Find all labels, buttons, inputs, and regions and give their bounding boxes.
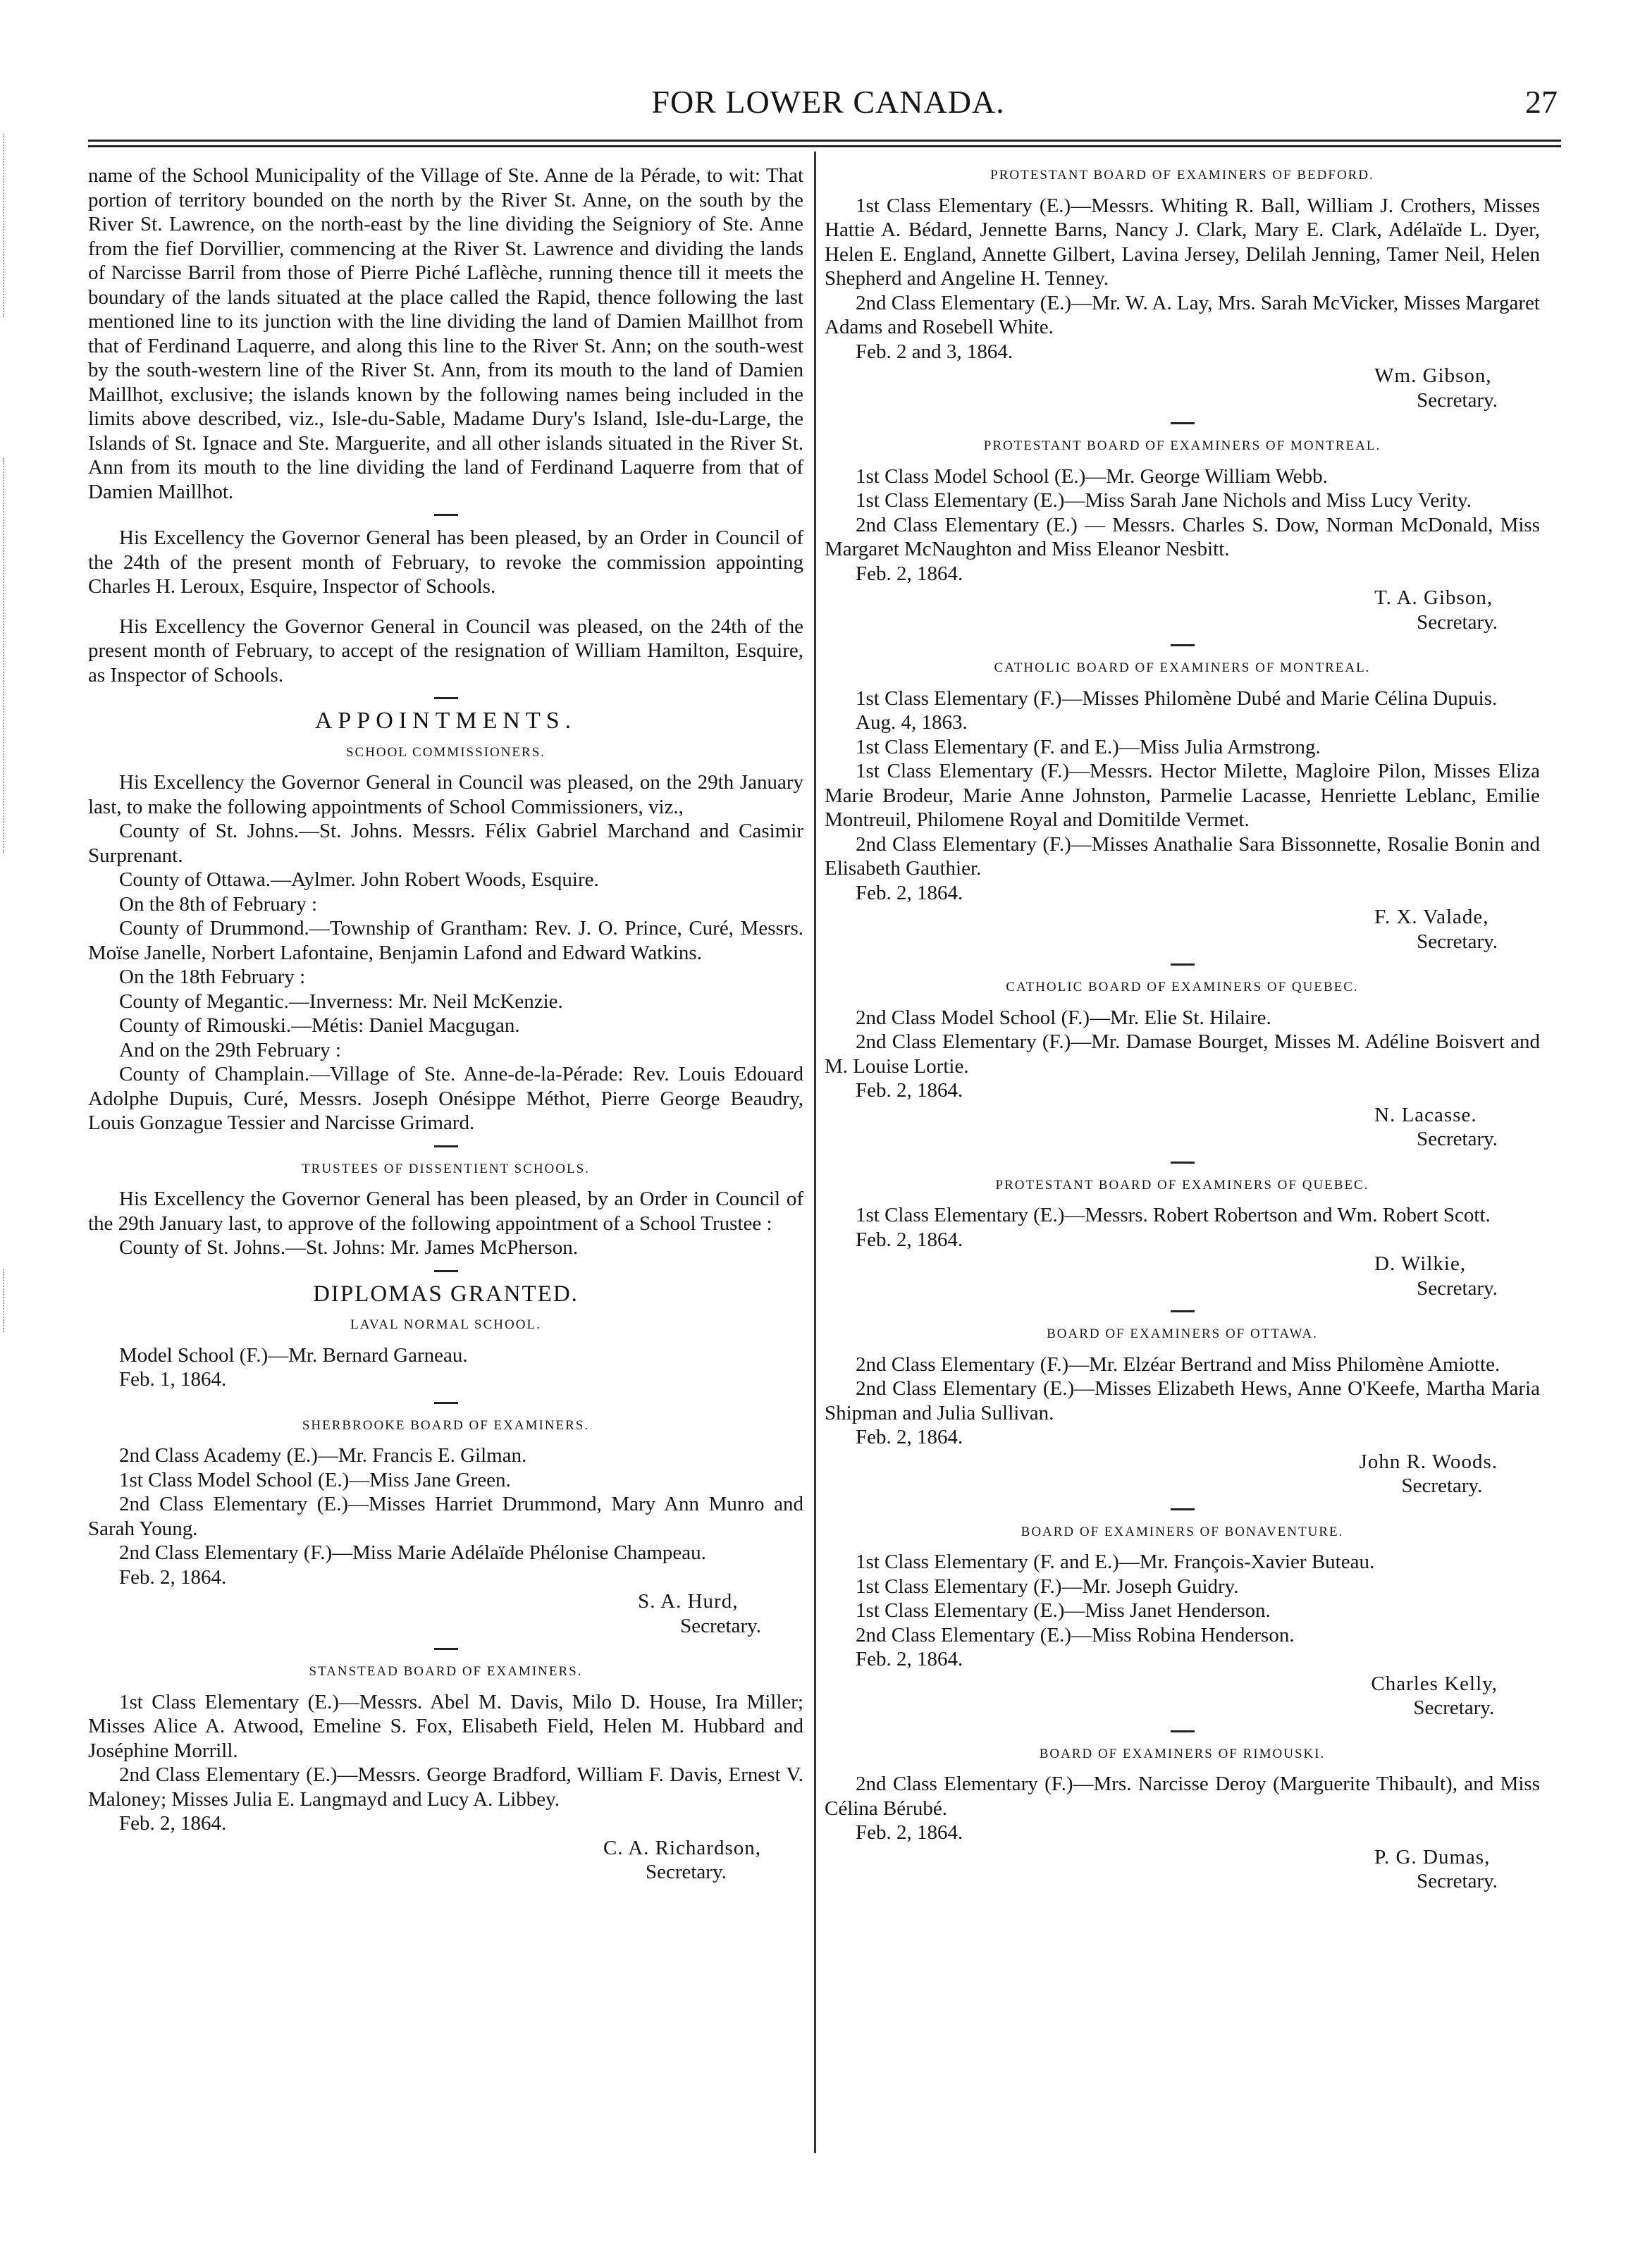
page-header: [85, 83, 1572, 125]
divider: [434, 1145, 458, 1147]
diploma-line: 1st Class Model School (E.)—Mr. George William Webb.: [856, 464, 1328, 488]
diploma-line: 1st Class Elementary (E.)—Miss Janet Henderson.: [856, 1599, 1271, 1622]
signatory-name: Charles Kelly,: [1371, 1672, 1498, 1695]
appointment-line: County of Rimouski.—Métis: Daniel Macgugan.: [119, 1014, 520, 1037]
bedford-heading: PROTESTANT BOARD OF EXAMINERS OF BEDFORD.: [990, 168, 1374, 183]
divider: [434, 1270, 458, 1272]
signatory-name: P. G. Dumas,: [1374, 1845, 1491, 1868]
municipality-description: name of the School Municipality of the Village of Ste. Anne de la Pérade, to wit: That portion of territory bounded on the north by the River St. Anne, on the south by the River St. Lawrence, on the north-east by the line dividing the Seigniory of Ste. Anne from the fief Dorvillier, commencing at the River St. Lawrence and dividing the lands of Narcisse Barril from those of Pierre Piché Laflèche, running thence till it meets the boundary of the lands situated at the place called the Rapid, thence following the last mentioned line to its junction with the line dividing the land of Damien Maillhot from that of Ferdinand Laquerre, and along this line to the River St. Ann; on the south-west by the south-western line of the River St. Ann, from its mouth to the land of Damien Maillhot, exclusive; the islands known by the following names being included in the limits above described, viz., Isle-du-Sable, Madame Dury's Island, Isle-du-Large, the Islands of St. Ignace and Ste. Marguerite, and all other islands situated in the River St. Ann from its mouth to the line dividing the land of Ferdinand Laquerre from that of Damien Maillhot.: [88, 164, 803, 503]
margin-mark: [3, 1269, 25, 1332]
diploma-line: 2nd Class Model School (F.)—Mr. Elie St. Hilaire.: [856, 1006, 1271, 1029]
entry-date: Feb. 2, 1864.: [856, 1821, 963, 1844]
diploma-line: 1st Class Elementary (E.)—Messrs. Whiting R. Ball, William J. Crothers, Misses Hattie A. Bédard, Jennette Barns, Nancy J. Clark, Mary E. Clark, Adélaïde L. Dyer, Helen E. England, Annette Gilbert, Lavina Jersey, Delilah Jenning, Tamer Neil, Helen Shepherd and Angeline H. Tenney.: [825, 194, 1540, 290]
signatory-name: C. A. Richardson,: [603, 1836, 761, 1859]
divider: [434, 1648, 458, 1650]
divider: [434, 514, 458, 516]
divider: [434, 1402, 458, 1404]
diploma-line: 2nd Class Elementary (F.)—Miss Marie Adélaïde Phélonise Champeau.: [119, 1541, 706, 1564]
entry-date: Feb. 1, 1864.: [119, 1368, 227, 1391]
signature-block: [88, 1589, 803, 1638]
stanstead-heading: STANSTEAD BOARD OF EXAMINERS.: [309, 1664, 583, 1679]
diploma-line: 1st Class Model School (E.)—Miss Jane Green.: [119, 1468, 511, 1491]
diploma-line: 2nd Class Elementary (E.)—Misses Harriet Drummond, Mary Ann Munro and Sarah Young.: [88, 1493, 803, 1540]
divider: [1171, 1310, 1195, 1312]
signatory-title: Secretary.: [680, 1614, 761, 1637]
catholic-montreal-heading: CATHOLIC BOARD OF EXAMINERS OF MONTREAL.: [994, 660, 1371, 675]
appointment-line: And on the 29th February :: [119, 1038, 341, 1061]
appointment-line: County of St. Johns.—St. Johns. Messrs. Félix Gabriel Marchand and Casimir Surprenant.: [88, 820, 803, 867]
appointment-line: County of Ottawa.—Aylmer. John Robert Woods, Esquire.: [119, 868, 599, 891]
resignation-notice: His Excellency the Governor General in Council was pleased, on the 24th of the present month of February, to accept of the resignation of William Hamilton, Esquire, as Inspector of Schools.: [88, 615, 803, 686]
diploma-line: 1st Class Elementary (E.)—Messrs. Robert Robertson and Wm. Robert Scott.: [856, 1204, 1491, 1226]
diploma-line: 2nd Class Elementary (E.)—Messrs. George Bradford, William F. Davis, Ernest V. Maloney; Misses Julia E. Langmayd and Lucy A. Libbey.: [88, 1763, 803, 1811]
entry-date: Feb. 2, 1864.: [856, 1228, 963, 1251]
signature-block: [825, 905, 1540, 954]
diploma-line: 2nd Class Elementary (F.)—Misses Anathalie Sara Bissonnette, Rosalie Bonin and Elisabeth Gauthier.: [825, 832, 1540, 880]
signatory-title: Secretary.: [1401, 1474, 1483, 1497]
entry-date: Feb. 2, 1864.: [119, 1565, 227, 1589]
signatory-name: Wm. Gibson,: [1374, 364, 1492, 387]
column-divider: [814, 152, 816, 2153]
diploma-line: 2nd Class Elementary (E.)—Misses Elizabeth Hews, Anne O'Keefe, Martha Maria Shipman and Julia Sullivan.: [825, 1377, 1540, 1424]
diploma-line: 1st Class Elementary (E.)—Messrs. Abel M. Davis, Milo D. House, Ira Miller; Misses Alice A. Atwood, Emeline S. Fox, Elisabeth Field, Helen M. Hubbard and Joséphine Morrill.: [88, 1690, 803, 1762]
diploma-line: 2nd Class Elementary (E.) — Messrs. Charles S. Dow, Norman McDonald, Miss Margaret McNaughton and Miss Eleanor Nesbitt.: [825, 513, 1540, 560]
rimouski-heading: BOARD OF EXAMINERS OF RIMOUSKI.: [1039, 1746, 1326, 1761]
signatory-title: Secretary.: [1417, 930, 1498, 953]
diploma-line: 2nd Class Elementary (F.)—Mr. Elzéar Bertrand and Miss Philomène Amiotte.: [856, 1353, 1500, 1376]
entry-date: Feb. 2 and 3, 1864.: [856, 340, 1013, 363]
entry-date: Feb. 2, 1864.: [856, 881, 963, 904]
signature-block: [825, 1103, 1540, 1152]
header-rule: [88, 140, 1561, 142]
protestant-quebec-heading: PROTESTANT BOARD OF EXAMINERS OF QUEBEC.: [995, 1177, 1369, 1193]
signatory-title: Secretary.: [645, 1861, 727, 1883]
signature-block: [88, 1836, 803, 1885]
signature-block: [825, 586, 1540, 634]
signatory-title: Secretary.: [1413, 1696, 1495, 1719]
diploma-line: 2nd Class Academy (E.)—Mr. Francis E. Gilman.: [119, 1444, 527, 1467]
signature-block: [825, 1845, 1540, 1894]
header-rule: [88, 145, 1561, 147]
appointments-heading: APPOINTMENTS.: [314, 708, 577, 734]
protestant-montreal-heading: PROTESTANT BOARD OF EXAMINERS OF MONTREAL.: [983, 438, 1381, 453]
diploma-line: 1st Class Elementary (F.)—Messrs. Hector Milette, Magloire Pilon, Misses Eliza Marie Brodeur, Marie Anne Johnston, Parmelie Lacasse, Henriette Leblanc, Emilie Montreuil, Philomene Royal and Domitilde Vermet.: [825, 760, 1540, 831]
entry-date: Aug. 4, 1863.: [856, 711, 968, 734]
signatory-title: Secretary.: [1417, 1128, 1498, 1150]
diploma-line: 1st Class Elementary (F. and E.)—Miss Julia Armstrong.: [856, 735, 1321, 758]
trustees-heading: TRUSTEES OF DISSENTIENT SCHOOLS.: [302, 1161, 590, 1176]
diploma-line: 2nd Class Elementary (E.)—Mr. W. A. Lay, Mrs. Sarah McVicker, Misses Margaret Adams and Rosebell White.: [825, 291, 1540, 338]
entry-date: Feb. 2, 1864.: [119, 1812, 227, 1835]
entry-date: Feb. 2, 1864.: [856, 562, 963, 585]
diploma-line: 2nd Class Elementary (F.)—Mr. Damase Bourget, Misses M. Adéline Boisvert and M. Louise Lortie.: [825, 1030, 1540, 1078]
diploma-line: 2nd Class Elementary (F.)—Mrs. Narcisse Deroy (Marguerite Thibault), and Miss Célina Bérubé.: [825, 1773, 1540, 1820]
signatory-name: T. A. Gibson,: [1374, 586, 1493, 609]
margin-mark: [3, 134, 25, 317]
signatory-name: John R. Woods.: [1359, 1450, 1498, 1473]
appointment-line: On the 8th of February :: [119, 892, 318, 916]
laval-heading: LAVAL NORMAL SCHOOL.: [350, 1317, 541, 1332]
signatory-name: F. X. Valade,: [1374, 906, 1489, 928]
entry-date: Feb. 2, 1864.: [856, 1648, 963, 1670]
sherbrooke-heading: SHERBROOKE BOARD OF EXAMINERS.: [302, 1417, 590, 1433]
entry-date: Feb. 2, 1864.: [856, 1426, 963, 1448]
divider: [1171, 1162, 1195, 1164]
signature-block: [825, 1252, 1540, 1300]
appointment-line: County of Champlain.—Village of Ste. Anne-de-la-Pérade: Rev. Louis Edouard Adolphe Dupuis, Curé, Messrs. Joseph Onésippe Méthot, Pierre George Beaudry, Louis Gonzague Tessier and Narcisse Grimard.: [88, 1063, 803, 1134]
appointment-line: On the 18th February :: [119, 966, 306, 988]
catholic-quebec-heading: CATHOLIC BOARD OF EXAMINERS OF QUEBEC.: [1006, 980, 1359, 994]
divider: [1171, 422, 1195, 424]
ottawa-heading: BOARD OF EXAMINERS OF OTTAWA.: [1047, 1326, 1318, 1341]
signatory-title: Secretary.: [1417, 610, 1498, 634]
divider: [1171, 644, 1195, 646]
signature-block: [825, 1450, 1540, 1498]
diploma-line: 1st Class Elementary (F.)—Mr. Joseph Guidry.: [856, 1575, 1239, 1598]
diploma-line: Model School (F.)—Mr. Bernard Garneau.: [119, 1343, 468, 1367]
trustee-line: County of St. Johns.—St. Johns: Mr. James McPherson.: [119, 1236, 578, 1259]
diploma-line: 2nd Class Elementary (E.)—Miss Robina Henderson.: [856, 1623, 1295, 1646]
school-commissioners-heading: SCHOOL COMMISSIONERS.: [345, 744, 546, 760]
signatory-name: N. Lacasse.: [1374, 1103, 1477, 1126]
appointment-line: County of Drummond.—Township of Grantham: Rev. J. O. Prince, Curé, Messrs. Moïse Janelle, Norbert Lafontaine, Benjamin Lafond and Edward Watkins.: [88, 917, 803, 964]
page-title: FOR LOWER CANADA.: [651, 84, 1005, 120]
left-column: [88, 164, 803, 1885]
bonaventure-heading: BOARD OF EXAMINERS OF BONAVENTURE.: [1021, 1524, 1344, 1539]
signature-block: [825, 364, 1540, 412]
diploma-line: 1st Class Elementary (F.)—Misses Philomène Dubé and Marie Célina Dupuis.: [856, 686, 1498, 710]
signature-block: [825, 1672, 1540, 1720]
school-commissioners-intro: His Excellency the Governor General in Council was pleased, on the 29th January last, to make the following appointments of School Commissioners, viz.,: [88, 771, 803, 818]
margin-mark: [3, 458, 25, 853]
signatory-name: D. Wilkie,: [1374, 1252, 1467, 1275]
appointment-line: County of Megantic.—Inverness: Mr. Neil McKenzie.: [119, 990, 563, 1013]
divider: [434, 697, 458, 699]
divider: [1171, 963, 1195, 966]
right-column: [825, 164, 1540, 1894]
trustees-intro: His Excellency the Governor General has been pleased, by an Order in Council of the 29th January last, to approve of the following appointment of a School Trustee :: [88, 1188, 803, 1235]
signatory-title: Secretary.: [1417, 1870, 1498, 1892]
diplomas-heading: DIPLOMAS GRANTED.: [313, 1281, 579, 1307]
revocation-notice: His Excellency the Governor General has been pleased, by an Order in Council of the 24th of the present month of February, to revoke the commission appointing Charles H. Leroux, Esquire, Inspector of Schools.: [88, 526, 803, 598]
entry-date: Feb. 2, 1864.: [856, 1079, 963, 1102]
divider: [1171, 1730, 1195, 1732]
page-number: 27: [1525, 84, 1558, 120]
diploma-line: 1st Class Elementary (E.)—Miss Sarah Jane Nichols and Miss Lucy Verity.: [856, 489, 1472, 512]
signatory-title: Secretary.: [1417, 1276, 1498, 1300]
diploma-line: 1st Class Elementary (F. and E.)—Mr. François-Xavier Buteau.: [856, 1551, 1375, 1573]
signatory-title: Secretary.: [1417, 388, 1498, 412]
divider: [1171, 1508, 1195, 1510]
signatory-name: S. A. Hurd,: [638, 1590, 739, 1613]
